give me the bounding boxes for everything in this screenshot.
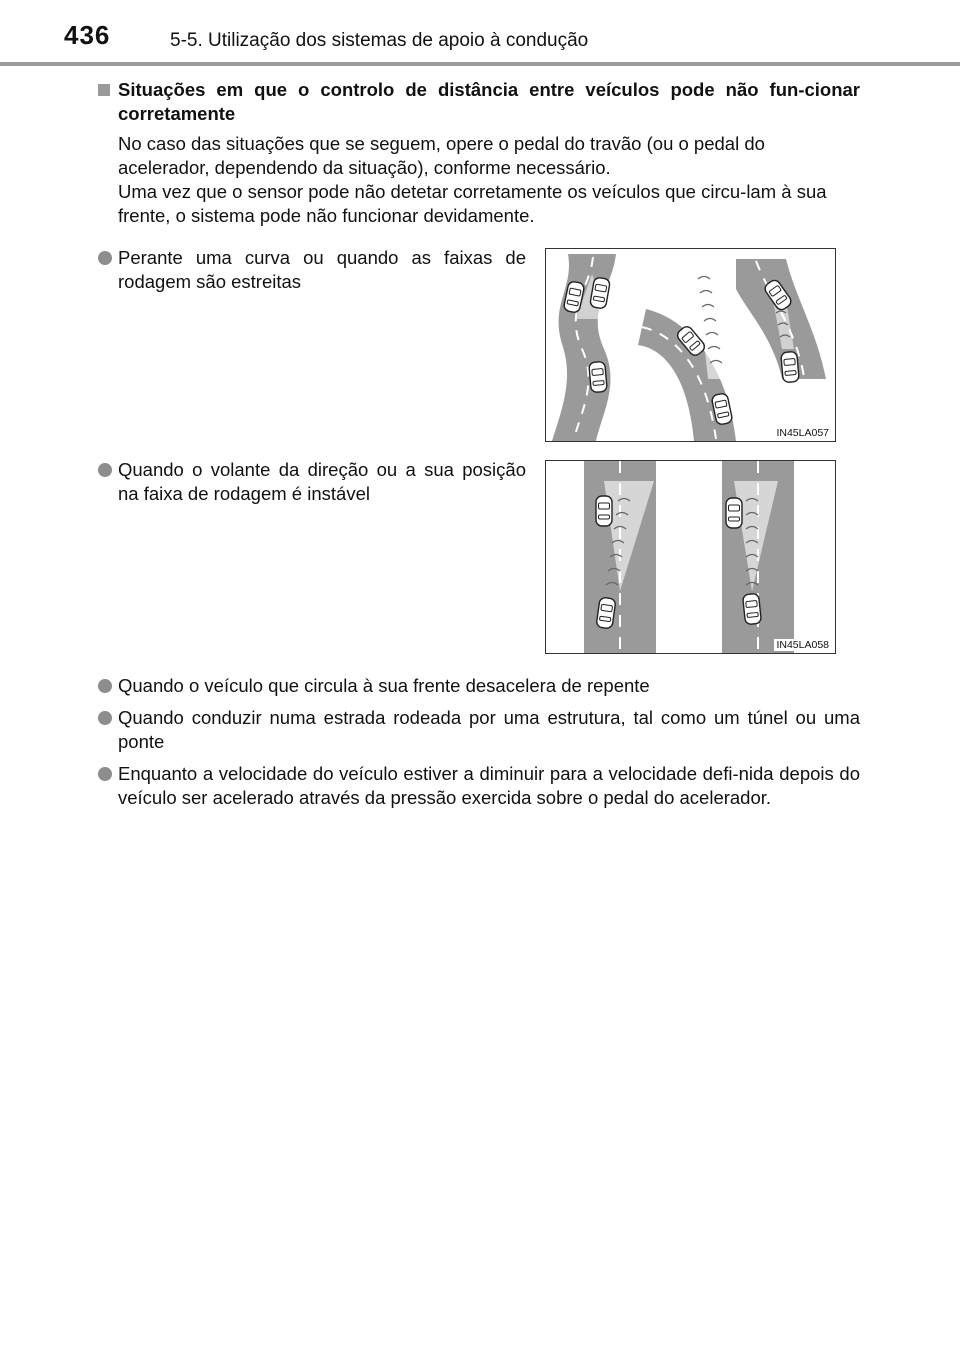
curved-road-drawing xyxy=(546,249,835,441)
page-number: 436 xyxy=(64,20,111,50)
list-item xyxy=(98,674,860,698)
straight-road-drawing xyxy=(546,461,835,653)
figure-code: IN45LA058 xyxy=(776,639,829,651)
intro-paragraph-2: Uma vez que o sensor pode não detetar corretamente os veículos que circu-lam à sua frente, o sistema pode não funcionar devidamente. xyxy=(118,181,827,226)
chapter-title: 5-5. Utilização dos sistemas de apoio à condução xyxy=(170,30,589,51)
round-bullet-icon xyxy=(98,711,112,725)
list-item xyxy=(98,762,860,810)
unstable-steering-illustration xyxy=(545,460,836,654)
page-header xyxy=(0,0,960,64)
section-heading xyxy=(98,78,860,126)
header-rule xyxy=(0,62,960,66)
list-item xyxy=(98,706,860,754)
list-item-text: Enquanto a velocidade do veículo estiver a diminuir para a velocidade defi-nida depois do veículo ser acelerado através da pressão exercida sobre o pedal do acelerador. xyxy=(118,763,860,808)
figure-code: IN45LA057 xyxy=(776,427,829,439)
curved-road-illustration xyxy=(545,248,836,442)
list-item xyxy=(98,246,526,294)
list-item-text: Perante uma curva ou quando as faixas de rodagem são estreitas xyxy=(118,247,526,292)
list-item-text: Quando conduzir numa estrada rodeada por uma estrutura, tal como um túnel ou uma ponte xyxy=(118,707,860,752)
list-item-text: Quando o volante da direção ou a sua posição na faixa de rodagem é instável xyxy=(118,459,526,504)
list-item-text: Quando o veículo que circula à sua frente desacelera de repente xyxy=(118,675,650,696)
round-bullet-icon xyxy=(98,463,112,477)
intro-paragraph-1: No caso das situações que se seguem, opere o pedal do travão (ou o pedal do acelerador, dependendo da situação), conforme necessário. xyxy=(118,133,765,178)
square-bullet-icon xyxy=(98,84,110,96)
list-item xyxy=(98,458,526,506)
round-bullet-icon xyxy=(98,251,112,265)
round-bullet-icon xyxy=(98,767,112,781)
round-bullet-icon xyxy=(98,679,112,693)
section-heading-text: Situações em que o controlo de distância entre veículos pode não fun-cionar corretamente xyxy=(118,79,860,124)
